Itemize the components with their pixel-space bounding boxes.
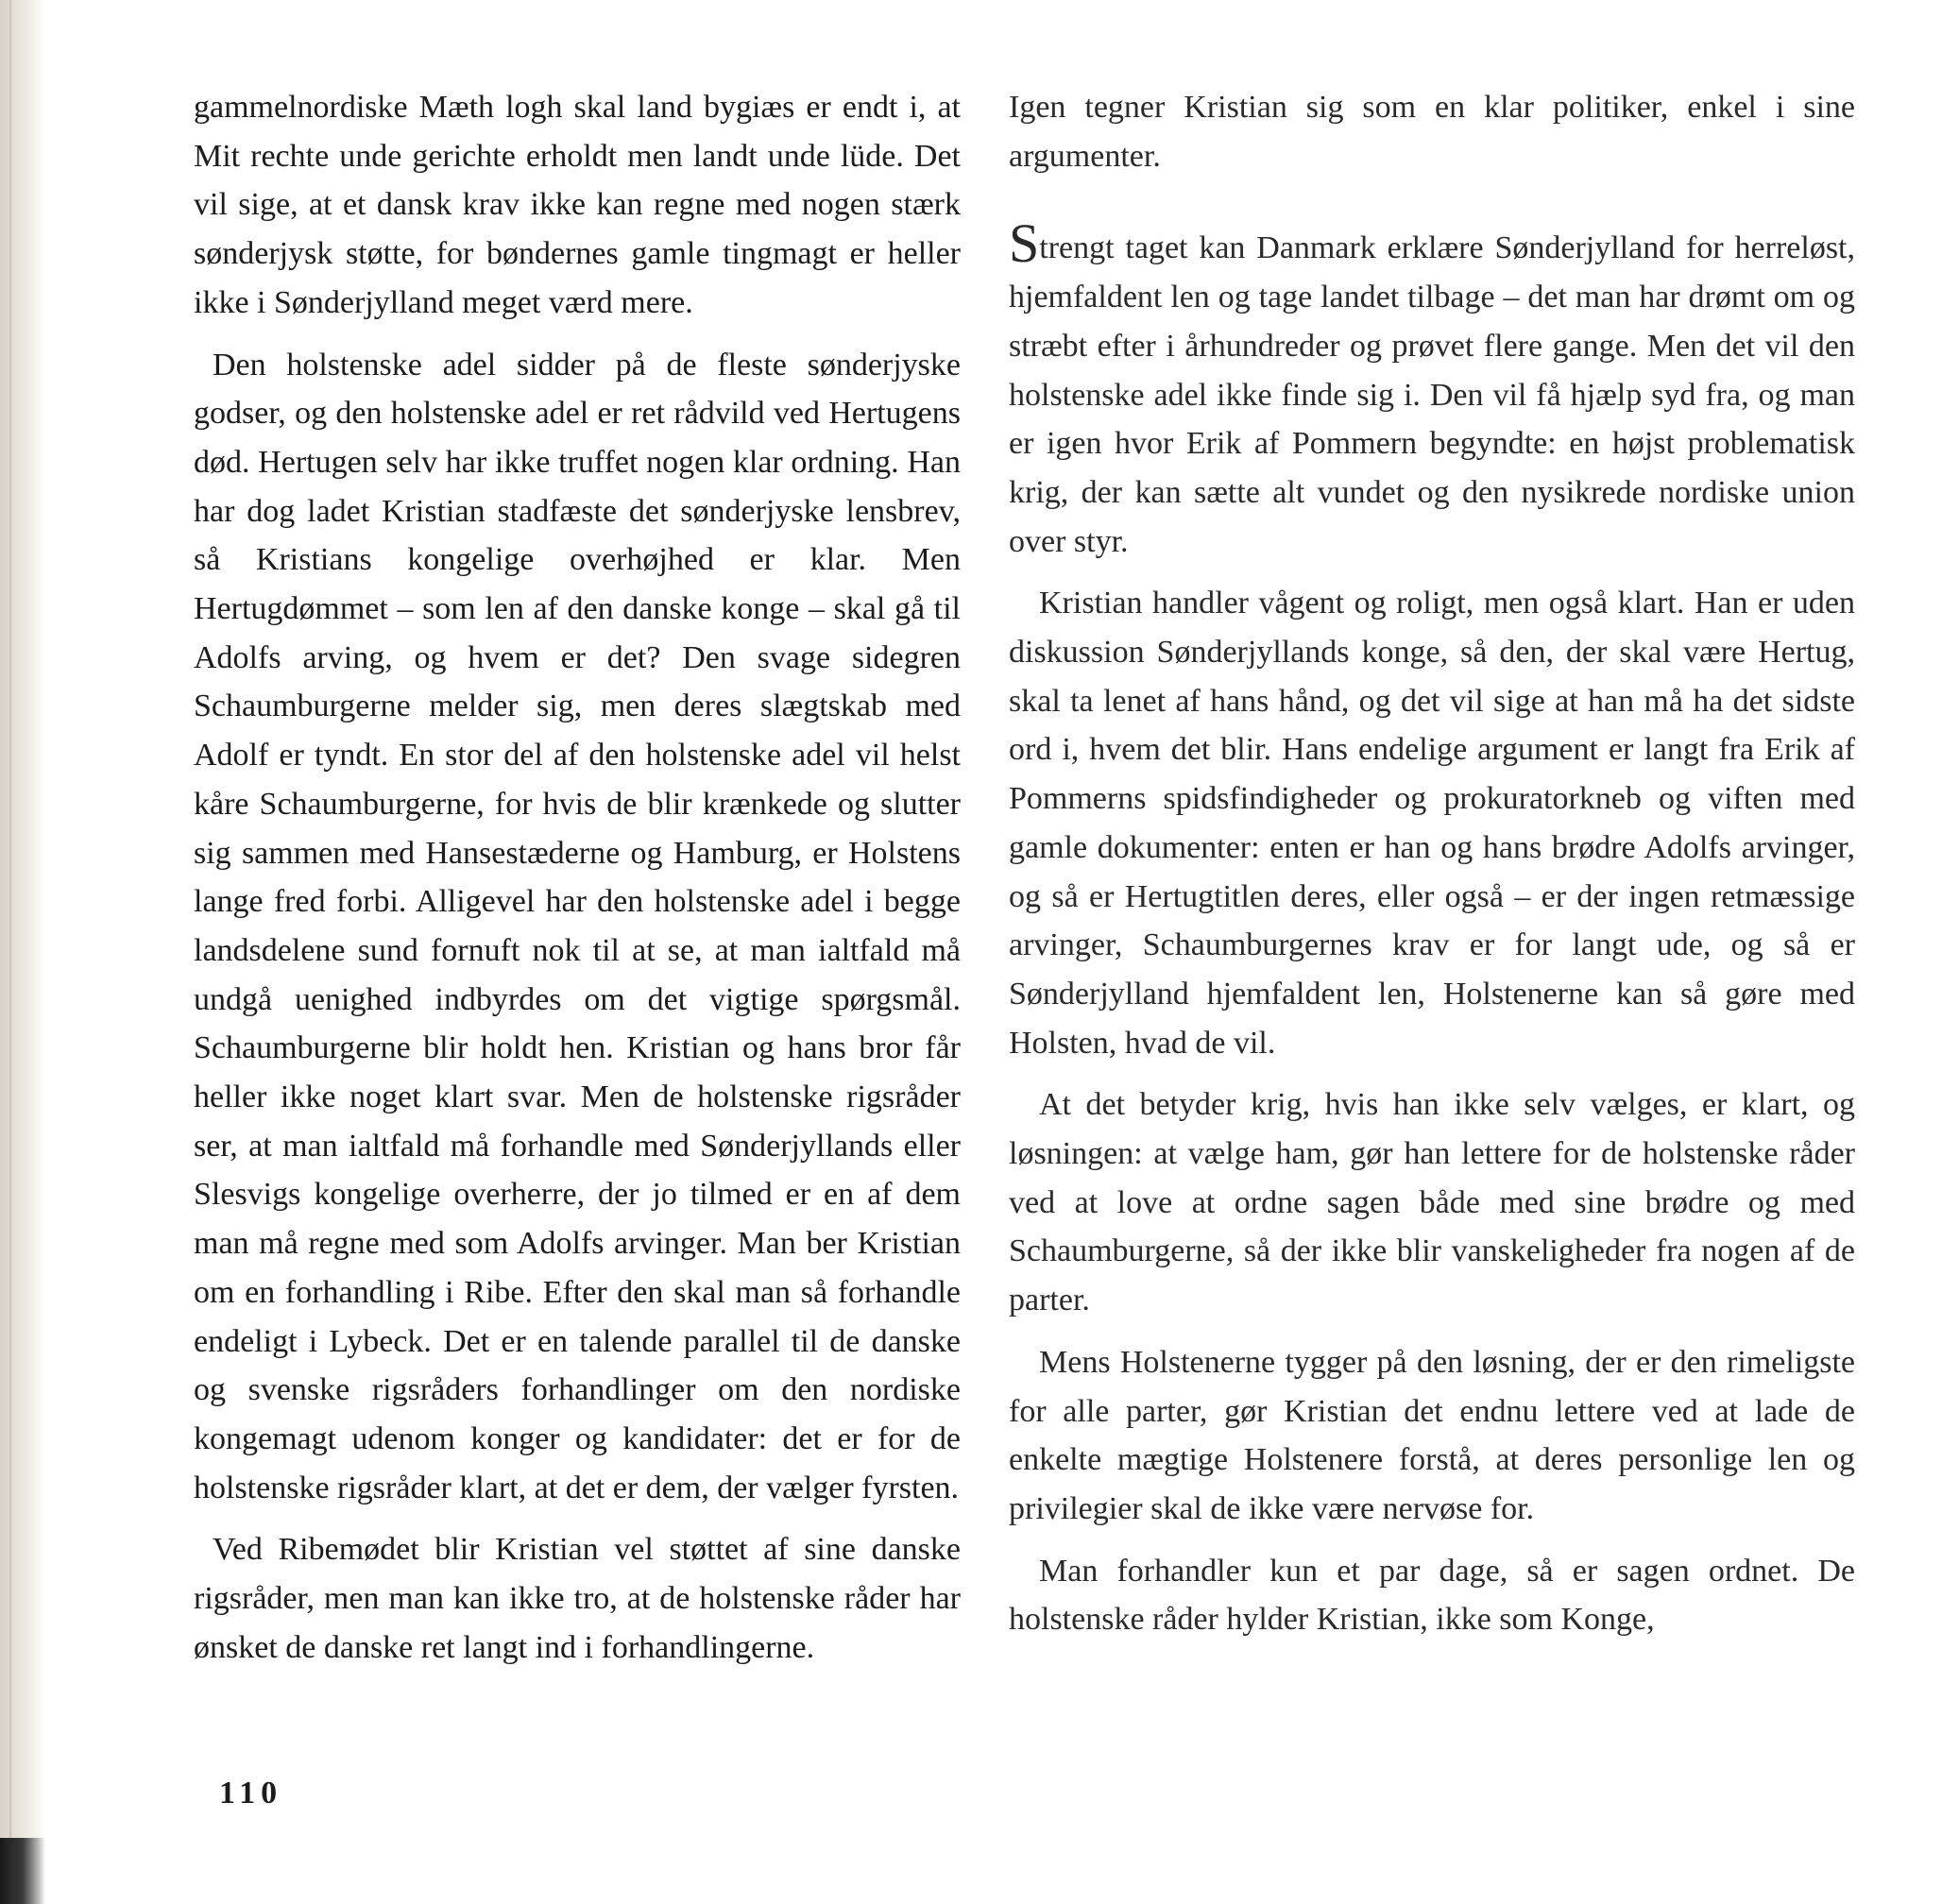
right-column (1009, 83, 1855, 1658)
right-paragraph: Kristian handler vågent og roligt, men også klart. Han er uden diskussion Sønderjyllands konge, så den, der skal være Hertug, skal ta lenet af hans hånd, og det vil sige at han må ha det sidste ord i, hvem det blir. Hans endelige argument er langt fra Erik af Pommerns spidsfindigheder og prokuratorkneb og viften med gamle dokumenter: enten er han og hans brødre Adolfs arvinger, og så er Hertugtitlen deres, eller også – er der ingen retmæssige arvinger, Schaumburgernes krav er for langt ude, og så er Sønderjylland hjemfaldent len, Holstenerne kan så gøre med Holsten, hvad de vil. (1009, 586, 1855, 1061)
left-paragraph: gammelnordiske Mæth logh skal land bygiæs er endt i, at Mit rechte unde gerichte erholdt men landt unde lüde. Det vil sige, at et dansk krav ikke kan regne med nogen stærk sønderjysk støtte, for bøndernes gamle tingmagt er heller ikke i Sønderjylland meget værd mere. (194, 90, 961, 320)
book-spine-bottom (0, 1838, 45, 1904)
right-paragraph: Man forhandler kun et par dage, så er sagen ordnet. De holstenske råder hylder Kristian, ikke som Konge, (1009, 1553, 1855, 1638)
left-paragraph: Ved Ribemødet blir Kristian vel støttet af sine danske rigsråder, men man kan ikke tro, at de holstenske råder har ønsket de danske ret langt ind i forhandlingerne. (194, 1532, 961, 1665)
right-paragraph: At det betyder krig, hvis han ikke selv vælges, er klart, og løsningen: at vælge ham, gør han lettere for de holstenske råder ved at love at ordne sagen både med sine brødre og med Schaumburgerne, så der ikke blir vanskeligheder fra nogen af de parter. (1009, 1087, 1855, 1318)
right-paragraph: Mens Holstenerne tygger på den løsning, der er den rimeligste for alle parter, gør Kristian det endnu lettere ved at lade de enkelte mægtige Holstenere forstå, at deres personlige len og privilegier skal de ikke være nervøse for. (1009, 1344, 1855, 1526)
book-spine-shadow (0, 0, 45, 1904)
right-paragraph-dropcap (1009, 212, 1855, 566)
right-paragraph-intro: Igen tegner Kristian sig som en klar politiker, enkel i sine argumenter. (1009, 90, 1855, 174)
drop-cap-letter: S (1009, 212, 1040, 275)
drop-cap-paragraph-text: trengt taget kan Danmark erklære Sønderjylland for herreløst, hjemfaldent len og tage landet tilbage – det man har drømt om og stræbt efter i århundreder og prøvet flere gange. Men det vil den holstenske adel ikke finde sig i. Den vil få hjælp syd fra, og man er igen hvor Erik af Pommern begyndte: en højst problematisk krig, der kan sætte alt vundet og den nysikrede nordiske union over styr. (1009, 230, 1855, 559)
page-edge (9, 0, 11, 1904)
left-paragraph: Den holstenske adel sidder på de fleste sønderjyske godser, og den holstenske adel er ret rådvild ved Hertugens død. Hertugen selv har ikke truffet nogen klar ordning. Han har dog ladet Kristian stadfæste det sønderjyske lensbrev, så Kristians kongelige overhøjhed er klar. Men Hertugdømmet – som len af den danske konge – skal gå til Adolfs arving, og hvem er det? Den svage sidegren Schaumburgerne melder sig, men deres slægtskab med Adolf er tyndt. En stor del af den holstenske adel vil helst kåre Schaumburgerne, for hvis de blir krænkede og slutter sig sammen med Hansestæderne og Hamburg, er Holstens lange fred forbi. Alligevel har den holstenske adel i begge landsdelene sund fornuft nok til at se, at man ialtfald må undgå uenighed indbyrdes om det vigtige spørgsmål. Schaumburgerne blir holdt hen. Kristian og hans bror får heller ikke noget klart svar. Men de holstenske rigsråder ser, at man ialtfald må forhandle med Sønderjyllands eller Slesvigs kongelige overherre, der jo tilmed er en af dem man må regne med som Adolfs arvinger. Man ber Kristian om en forhandling i Ribe. Efter den skal man så forhandle endeligt i Lybeck. Det er en talende parallel til de danske og svenske rigsråders forhandlinger om den nordiske kongemagt udenom konger og kandidater: det er for de holstenske rigsråder klart, at det er dem, der vælger fyrsten. (194, 347, 961, 1505)
page-number: 110 (219, 1776, 283, 1810)
left-column (194, 83, 961, 1686)
